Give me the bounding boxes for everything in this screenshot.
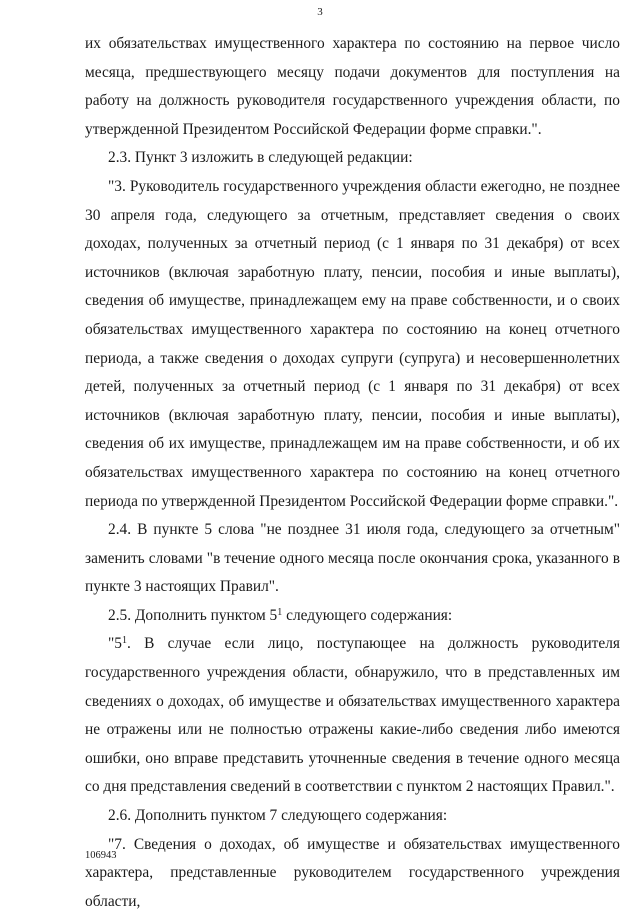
paragraph-continuation: их обязательствах имущественного характера по состоянию на первое число месяца, предшествующего месяцу подачи документов для поступления на работу на должность руководителя государственного учреждения области, по утвержденной Президентом Российской Федерации форме справки.".	[85, 35, 620, 138]
superscript: 1	[277, 606, 283, 618]
paragraph-point-5-1	[85, 630, 620, 802]
paragraph-point-5-1-text: . В случае если лицо, поступающее на должность руководителя государственного учреждения области, обнаружило, что в представленных им сведениях о доходах, об имуществе и обязательствах имущественного характера не отражены или не полностью отражены какие-либо сведения либо имеются ошибки, оно вправе представить уточненные сведения в течение одного месяца со дня представления сведений в соответствии с пунктом 2 настоящих Правил.".	[85, 635, 620, 796]
paragraph-2-5-text-end: следующего содержания:	[282, 606, 453, 624]
paragraph-2-3: 2.3. Пункт 3 изложить в следующей редакции:	[108, 149, 413, 167]
document-code: 106943	[85, 850, 117, 861]
paragraph-2-5-text: 2.5. Дополнить пунктом 5	[108, 606, 278, 624]
paragraph-point-5-1-start: "5	[108, 635, 122, 653]
paragraph-2-6: 2.6. Дополнить пунктом 7 следующего содержания:	[108, 807, 448, 825]
paragraph-point-7: "7. Сведения о доходах, об имуществе и обязательствах имущественного характера, представленные руководителем государственного учреждения области,	[85, 835, 620, 910]
paragraph-2-4: 2.4. В пункте 5 слова "не позднее 31 июля года, следующего за отчетным" заменить словами "в течение одного месяца после окончания срока, указанного в пункте 3 настоящих Правил".	[85, 521, 620, 596]
paragraph-point-3: "3. Руководитель государственного учреждения области ежегодно, не позднее 30 апреля года, следующего за отчетным, представляет сведения о своих доходах, полученных за отчетный период (с 1 января по 31 декабря) от всех источников (включая заработную плату, пенсии, пособия и иные выплаты), сведения об имуществе, принадлежащем ему на праве собственности, и о своих обязательствах имущественного характера по состоянию на конец отчетного периода, а также сведения о доходах супруги (супруга) и несовершеннолетних детей, полученных за отчетный период (с 1 января по 31 декабря) от всех источников (включая заработную плату, пенсии, пособия и иные выплаты), сведения об их имуществе, принадлежащем им на праве собственности, и об их обязательствах имущественного характера по состоянию на конец отчетного периода по утвержденной Президентом Российской Федерации форме справки.".	[85, 177, 620, 510]
page-number: 3	[317, 6, 323, 18]
document-body	[85, 30, 620, 916]
paragraph-2-5	[85, 602, 620, 631]
superscript: 1	[121, 635, 127, 647]
